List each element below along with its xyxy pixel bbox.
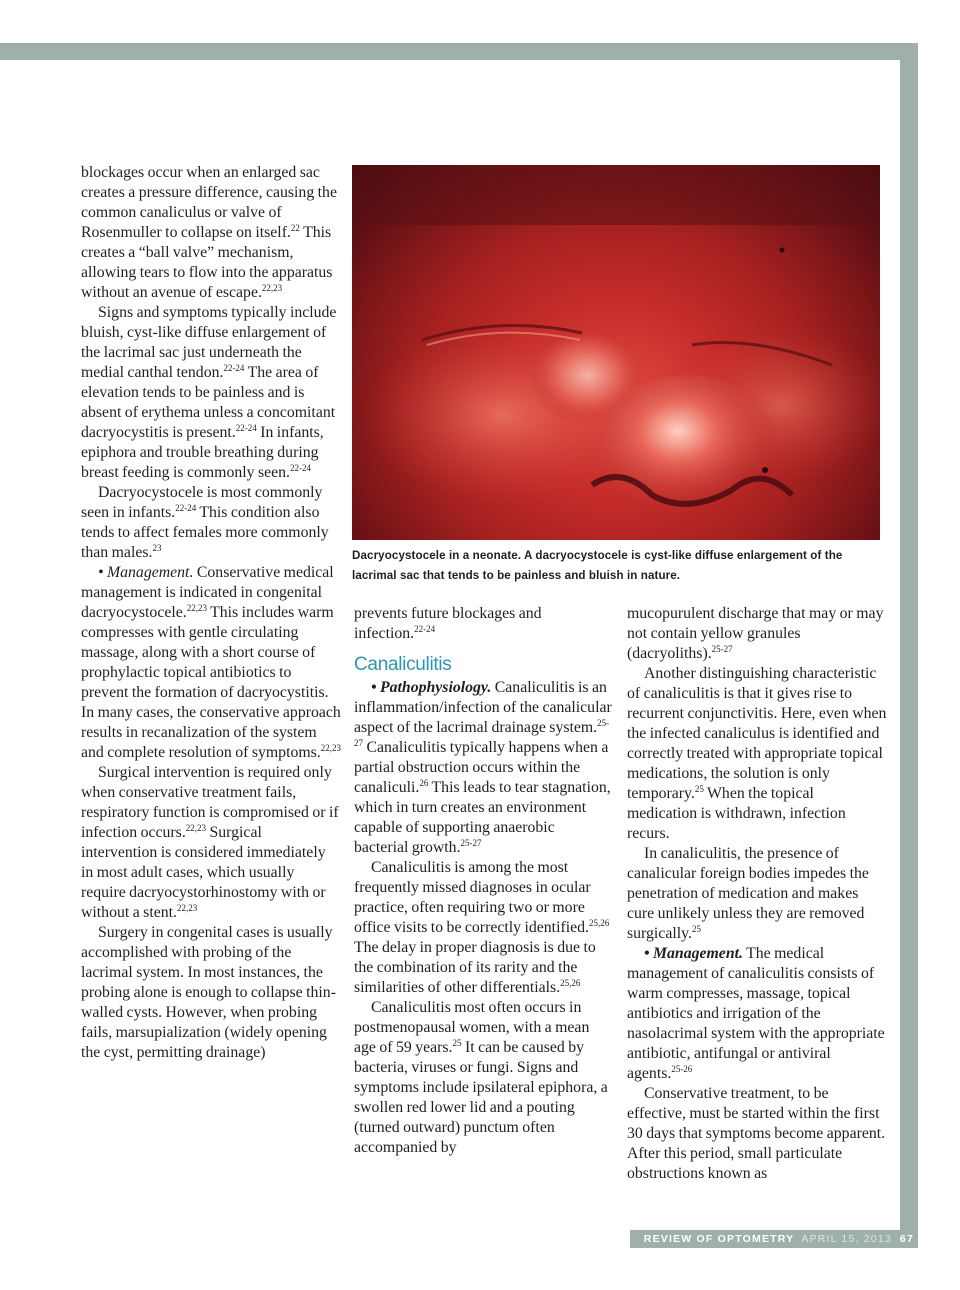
figure-caption: Dacryocystocele in a neonate. A dacryocystocele is cyst-like diffuse enlargement of the lacrimal sac that tends to be painless and bluish in nature. (352, 549, 843, 582)
journal-name: REVIEW OF OPTOMETRY (643, 1233, 795, 1245)
run-in-head: • Pathophysiology. (371, 679, 492, 696)
run-in-head: • Management. (98, 564, 194, 581)
paragraph: Signs and symptoms typically include bluish, cyst-like diffuse enlargement of the lacrimal sac just underneath the medial canthal tendon.$^{22-24}$ The area of elevation tends to be painless and is absent of erythema unless a concomitant dacryocystitis is present.$^{22-24}$ In infants, epiphora and trouble breathing during breast feeding is commonly seen.$^{22-24}$ (81, 304, 337, 481)
paragraph: blockages occur when an enlarged sac creates a pressure difference, causing the common canaliculus or valve of Rosenmuller to collapse on itself.$^{22}$ This creates a “ball valve” mechanism, allowing tears to flow into the apparatus without an avenue of escape.$^{22,23}$ (81, 164, 337, 301)
text-column-1 (81, 163, 341, 1063)
paragraph: Surgical intervention is required only when conservative treatment fails, respiratory function is compromised or if infection occurs.$^{22,23}$ Surgical intervention is considered immediately in most adult cases, which usually require dacryocystorhinostomy with or without a stent.$^{22,23}$ (81, 764, 339, 921)
text-column-2 (354, 604, 612, 1158)
paragraph: Another distinguishing characteristic of canaliculitis is that it gives rise to recurrent conjunctivitis. Here, even when the infected canaliculus is identified and correctly treated with appropriate topical medications, the solution is only temporary.$^{25}$ When the topical medication is withdrawn, infection recurs. (627, 665, 887, 842)
run-in-head: • Management. (644, 945, 743, 962)
paragraph: In canaliculitis, the presence of canalicular foreign bodies impedes the penetration of medication and makes cure unlikely unless they are removed surgically.$^{25}$ (627, 845, 869, 942)
paragraph-management: • Management. The medical management of canaliculitis consists of warm compresses, massage, topical antibiotics and irrigation of the nasolacrimal system with the appropriate antibiotic, antifungal or antiviral agents.$^{25-26}$ (627, 945, 885, 1082)
paragraph: Conservative treatment, to be effective, must be started within the first 30 days that symptoms become apparent. After this period, small particulate obstructions known as (627, 1085, 886, 1182)
page-footer (630, 1230, 918, 1248)
text-column-3 (627, 604, 887, 1184)
paragraph: Canaliculitis most often occurs in postmenopausal women, with a mean age of 59 years.$^{25}$ It can be caused by bacteria, viruses or fungi. Signs and symptoms include ipsilateral epiphora, a swollen red lower lid and a pouting (turned outward) punctum often accompanied by (354, 999, 608, 1156)
paragraph: prevents future blockages and infection.$^{22-24}$ (354, 605, 542, 642)
paragraph-management: • Management. Conservative medical management is indicated in congenital dacryocystocele.$^{22,23}$ This includes warm compresses with gentle circulating massage, along with a short course of prophylactic topical antibiotics to prevent the formation of dacryocystitis. In many cases, the conservative approach results in recanalization of the system and complete resolution of symptoms.$^{22,23}$ (81, 564, 341, 761)
page-number: 67 (899, 1233, 914, 1245)
paragraph: mucopurulent discharge that may or may not contain yellow granules (dacryoliths).$^{25-27}$ (627, 605, 884, 662)
section-heading-canaliculitis: Canaliculitis (354, 654, 452, 675)
issue-date: APRIL 15, 2013 (801, 1233, 892, 1245)
page-frame-top (0, 43, 918, 60)
page-frame-right (900, 43, 918, 1248)
paragraph-pathophysiology: • Pathophysiology. Canaliculitis is an inflammation/infection of the canalicular aspect of the lacrimal drainage system.$^{25-27}$ Canaliculitis typically happens when a partial obstruction occurs within the canaliculi.$^{26}$ This leads to tear stagnation, which in turn creates an environment capable of supporting anaerobic bacterial growth.$^{25-27}$ (354, 679, 612, 856)
paragraph: Dacryocystocele is most commonly seen in infants.$^{22-24}$ This condition also tends to affect females more commonly than males.$^{23}$ (81, 484, 329, 561)
paragraph: Canaliculitis is among the most frequently missed diagnoses in ocular practice, often requiring two or more office visits to be correctly identified.$^{25,26}$ The delay in proper diagnosis is due to the combination of its rarity and the similarities of other differentials.$^{25,26}$ (354, 859, 610, 996)
paragraph: Surgery in congenital cases is usually accomplished with probing of the lacrimal system. In most instances, the probing alone is enough to collapse thin-walled cysts. However, when probing fails, marsupialization (widely opening the cyst, permitting drainage) (81, 924, 336, 1061)
photo-illustration (352, 165, 880, 540)
figure-photo-neonate-face (352, 165, 880, 540)
